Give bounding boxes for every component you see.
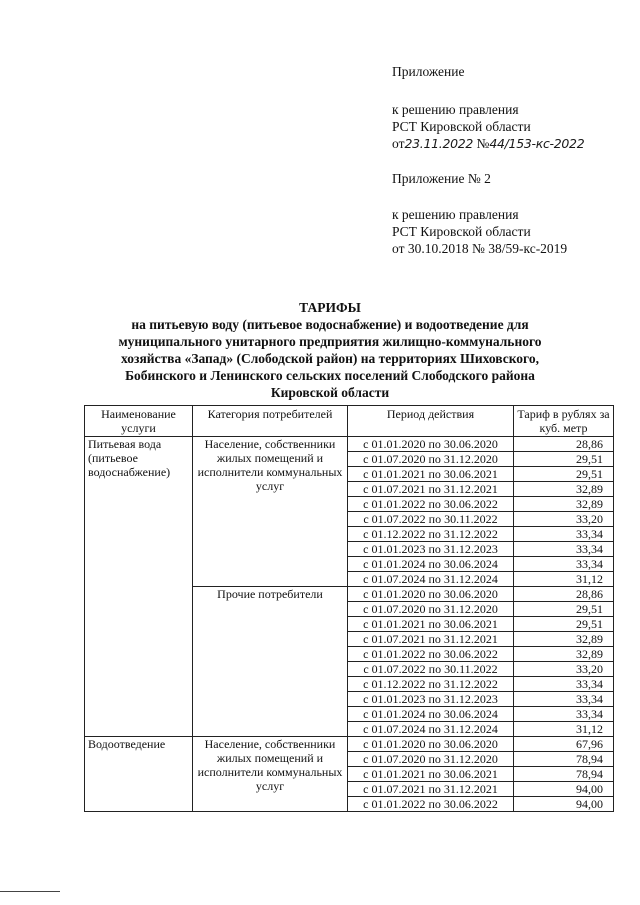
decision-2-line-1: к решению правления xyxy=(392,207,519,222)
table-row xyxy=(85,437,614,452)
period-cell: с 01.01.2021 по 30.06.2021 xyxy=(348,617,514,632)
tariff-value-cell: 32,89 xyxy=(514,632,614,647)
period-cell: с 01.07.2021 по 31.12.2021 xyxy=(348,782,514,797)
decision-2-line-2: РСТ Кировской области xyxy=(392,224,531,239)
period-cell: с 01.07.2020 по 31.12.2020 xyxy=(348,452,514,467)
tariff-value-cell: 32,89 xyxy=(514,497,614,512)
handwritten-date: 23.11.2022 xyxy=(404,136,474,151)
number-prefix: № xyxy=(476,136,490,151)
tariff-value-cell: 32,89 xyxy=(514,482,614,497)
appendix-title: Приложение xyxy=(392,64,465,79)
consumer-category-cell: Прочие потребители xyxy=(193,587,348,737)
tariff-value-cell: 94,00 xyxy=(514,797,614,812)
tariff-value-cell: 31,12 xyxy=(514,572,614,587)
decision-date-line xyxy=(392,135,584,152)
table-row xyxy=(85,737,614,752)
period-cell: с 01.07.2022 по 30.11.2022 xyxy=(348,662,514,677)
consumer-category-cell: Население, собственники жилых помещений и исполнители коммунальных услуг xyxy=(193,437,348,587)
tariff-value-cell: 29,51 xyxy=(514,452,614,467)
service-name-cell: Водоотведение xyxy=(85,737,193,812)
period-cell: с 01.07.2021 по 31.12.2021 xyxy=(348,482,514,497)
title-line: муниципального унитарного предприятия жилищно-коммунального xyxy=(118,334,542,349)
tariff-value-cell: 28,86 xyxy=(514,587,614,602)
tariff-value-cell: 33,34 xyxy=(514,557,614,572)
period-cell: с 01.12.2022 по 31.12.2022 xyxy=(348,527,514,542)
appendix-header xyxy=(392,63,464,80)
period-cell: с 01.01.2023 по 31.12.2023 xyxy=(348,542,514,557)
document-title xyxy=(80,299,580,401)
tariff-value-cell: 33,20 xyxy=(514,512,614,527)
period-cell: с 01.01.2022 по 30.06.2022 xyxy=(348,797,514,812)
decision-line-2: РСТ Кировской области xyxy=(392,119,531,134)
tariff-value-cell: 78,94 xyxy=(514,767,614,782)
tariff-table-body xyxy=(85,437,614,812)
handwritten-number: 44/153-кс-2022 xyxy=(489,136,585,151)
period-cell: с 01.07.2024 по 31.12.2024 xyxy=(348,722,514,737)
period-cell: с 01.01.2021 по 30.06.2021 xyxy=(348,767,514,782)
tariff-value-cell: 33,34 xyxy=(514,677,614,692)
period-cell: с 01.07.2021 по 31.12.2021 xyxy=(348,632,514,647)
tariff-value-cell: 33,34 xyxy=(514,542,614,557)
footer-rule xyxy=(0,891,60,892)
period-cell: с 01.01.2020 по 30.06.2020 xyxy=(348,737,514,752)
period-cell: с 01.01.2020 по 30.06.2020 xyxy=(348,587,514,602)
decision-2-line-3: от 30.10.2018 № 38/59-кс-2019 xyxy=(392,241,568,256)
tariff-value-cell: 29,51 xyxy=(514,602,614,617)
period-cell: с 01.12.2022 по 31.12.2022 xyxy=(348,677,514,692)
period-cell: с 01.01.2022 по 30.06.2022 xyxy=(348,497,514,512)
title-line: Бобинского и Ленинского сельских поселений Слободского района xyxy=(125,368,535,383)
tariff-value-cell: 67,96 xyxy=(514,737,614,752)
period-cell: с 01.01.2023 по 31.12.2023 xyxy=(348,692,514,707)
service-name-cell: Питьевая вода (питьевое водоснабжение) xyxy=(85,437,193,737)
date-prefix: от xyxy=(392,136,405,151)
period-cell: с 01.01.2020 по 30.06.2020 xyxy=(348,437,514,452)
appendix-2-header xyxy=(392,170,491,187)
decision-line-1: к решению правления xyxy=(392,102,519,117)
title-heading: ТАРИФЫ xyxy=(299,300,361,315)
tariff-value-cell: 33,20 xyxy=(514,662,614,677)
tariff-value-cell: 33,34 xyxy=(514,707,614,722)
period-cell: с 01.01.2021 по 30.06.2021 xyxy=(348,467,514,482)
title-line: Кировской области xyxy=(270,385,390,400)
tariff-value-cell: 78,94 xyxy=(514,752,614,767)
tariff-value-cell: 31,12 xyxy=(514,722,614,737)
tariff-value-cell: 33,34 xyxy=(514,692,614,707)
title-line: хозяйства «Запад» (Слободской район) на территориях Шиховского, xyxy=(121,351,539,366)
period-cell: с 01.01.2024 по 30.06.2024 xyxy=(348,707,514,722)
decision-2-reference xyxy=(392,206,567,257)
header-tariff: Тариф в рублях за куб. метр xyxy=(514,406,614,437)
period-cell: с 01.01.2022 по 30.06.2022 xyxy=(348,647,514,662)
title-line: на питьевую воду (питьевое водоснабжение) и водоотведение для xyxy=(131,317,529,332)
period-cell: с 01.07.2020 по 31.12.2020 xyxy=(348,602,514,617)
header-service: Наименование услуги xyxy=(85,406,193,437)
tariff-value-cell: 28,86 xyxy=(514,437,614,452)
tariff-table xyxy=(84,405,614,812)
appendix-2-title: Приложение № 2 xyxy=(392,171,491,186)
period-cell: с 01.07.2024 по 31.12.2024 xyxy=(348,572,514,587)
tariff-value-cell: 29,51 xyxy=(514,617,614,632)
period-cell: с 01.07.2022 по 30.11.2022 xyxy=(348,512,514,527)
period-cell: с 01.07.2020 по 31.12.2020 xyxy=(348,752,514,767)
tariff-value-cell: 94,00 xyxy=(514,782,614,797)
header-category: Категория потребителей xyxy=(193,406,348,437)
tariff-value-cell: 32,89 xyxy=(514,647,614,662)
tariff-value-cell: 29,51 xyxy=(514,467,614,482)
header-period: Период действия xyxy=(348,406,514,437)
table-header-row xyxy=(85,406,614,437)
tariff-value-cell: 33,34 xyxy=(514,527,614,542)
period-cell: с 01.01.2024 по 30.06.2024 xyxy=(348,557,514,572)
decision-reference xyxy=(392,101,584,152)
consumer-category-cell: Население, собственники жилых помещений и исполнители коммунальных услуг xyxy=(193,737,348,812)
